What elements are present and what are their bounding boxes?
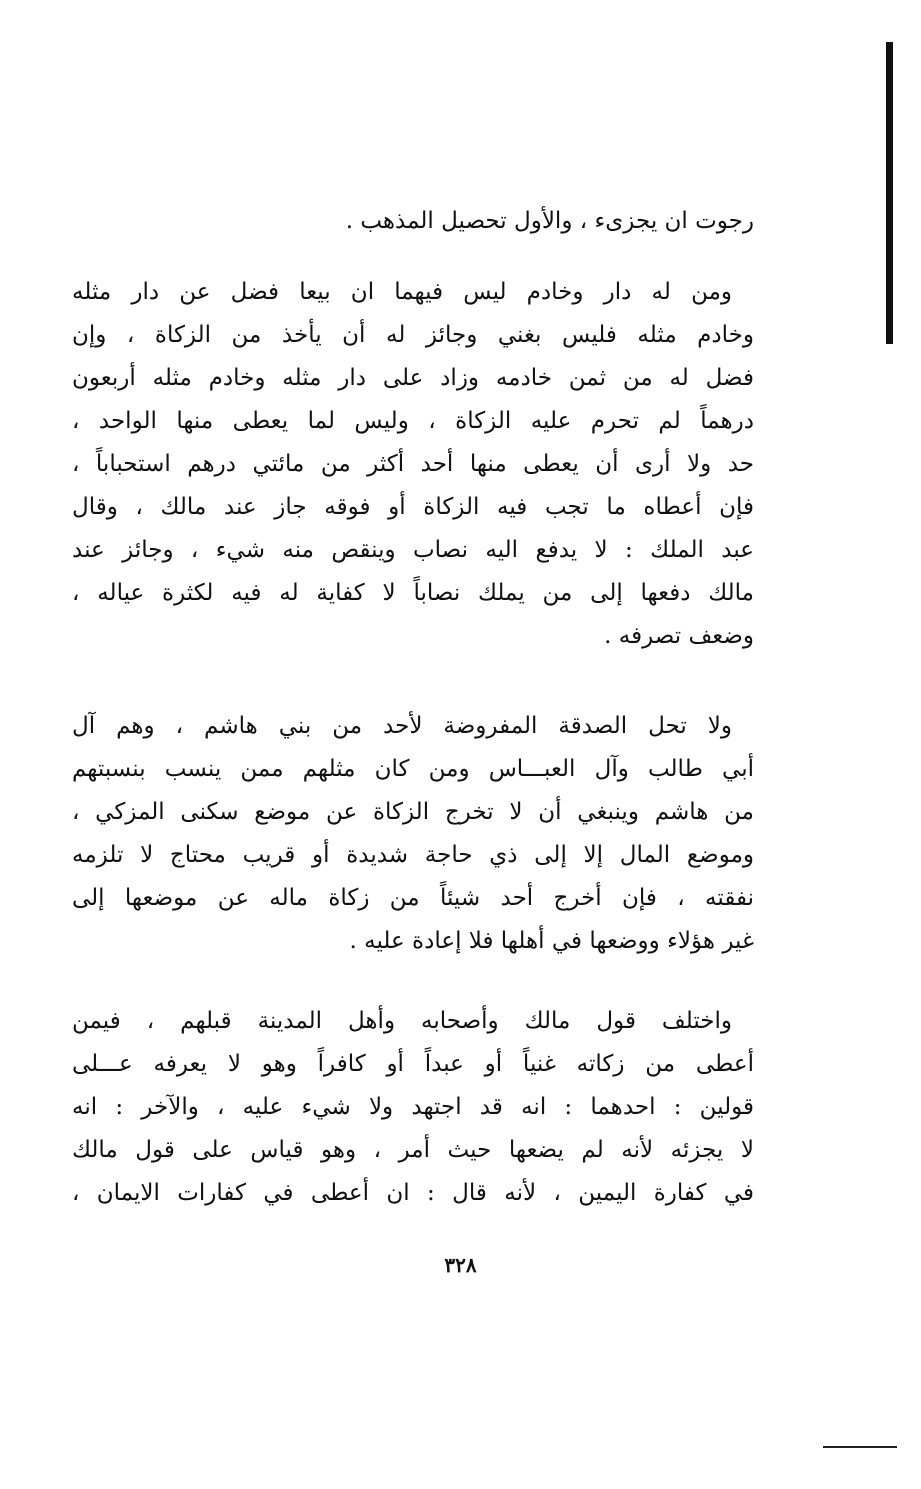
paragraph-disagreement: [72, 1000, 754, 1215]
text-line: أعطى من زكاته غنياً أو عبداً أو كافراً وهو لا يعرفه عـــلى: [72, 1051, 754, 1077]
text-line: وموضع المال إلا إلى ذي حاجة شديدة أو قريب محتاج لا تلزمه: [72, 842, 754, 868]
text-line: ومن له دار وخادم ليس فيهما ان بيعا فضل عن دار مثله: [72, 279, 732, 305]
text-line: نفقته ، فإن أخرج أحد شيئاً من زكاة ماله عن موضعها إلى: [72, 885, 754, 911]
text-line: رجوت ان يجزىء ، والأول تحصيل المذهب .: [345, 208, 754, 234]
text-line: غير هؤلاء ووضعها في أهلها فلا إعادة عليه .: [349, 928, 754, 954]
page-number: ٣٢٨: [444, 1253, 477, 1277]
text-line: أبي طالب وآل العبـــاس ومن كان مثلهم ممن ينسب بنسبتهم: [72, 756, 754, 782]
text-line: وخادم مثله فليس بغني وجائز له أن يأخذ من الزكاة ، وإن: [72, 322, 754, 348]
text-line: واختلف قول مالك وأصحابه وأهل المدينة قبلهم ، فيمن: [72, 1008, 732, 1034]
text-line: حد ولا أرى أن يعطى منها أحد أكثر من مائتي درهم استحباباً ،: [72, 451, 754, 477]
text-line: من هاشم وينبغي أن لا تخرج الزكاة عن موضع سكنى المزكي ،: [72, 799, 754, 825]
text-line: في كفارة اليمين ، لأنه قال : ان أعطى في كفارات الايمان ،: [72, 1180, 754, 1206]
paragraph-dwelling-servant: [72, 271, 754, 658]
text-line: عبد الملك : لا يدفع اليه نصاب وينقص منه شيء ، وجائز عند: [72, 537, 754, 563]
text-line: ولا تحل الصدقة المفروضة لأحد من بني هاشم ، وهم آل: [72, 713, 732, 739]
text-line: قولين : احدهما : انه قد اجتهد ولا شيء عليه ، والآخر : انه: [72, 1094, 754, 1120]
page-edge-line: [823, 1446, 897, 1448]
text-line: فضل له من ثمن خادمه وزاد على دار مثله وخادم مثله أربعون: [72, 365, 754, 391]
page-edge-bar: [886, 42, 893, 344]
text-line: فإن أعطاه ما تجب فيه الزكاة أو فوقه جاز عند مالك ، وقال: [72, 494, 754, 520]
text-line: مالك دفعها إلى من يملك نصاباً لا كفاية له فيه لكثرة عياله ،: [72, 580, 754, 606]
paragraph-bani-hashim: [72, 705, 754, 963]
text-line: درهماً لم تحرم عليه الزكاة ، وليس لما يعطى منها الواحد ،: [72, 408, 754, 434]
text-line: لا يجزئه لأنه لم يضعها حيث أمر ، وهو قياس على قول مالك: [72, 1137, 754, 1163]
text-line: وضعف تصرفه .: [604, 623, 754, 649]
paragraph-continuation: [72, 200, 754, 243]
